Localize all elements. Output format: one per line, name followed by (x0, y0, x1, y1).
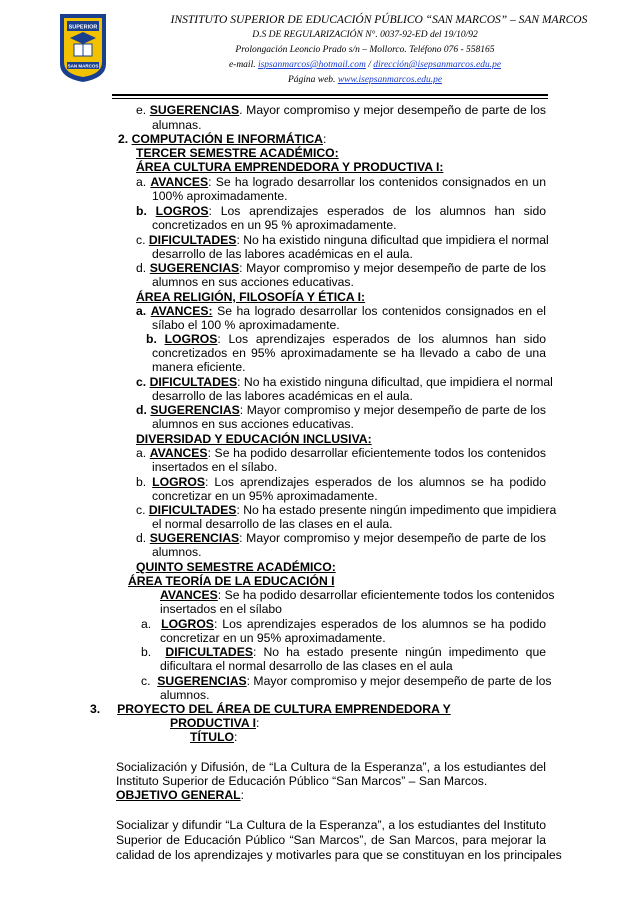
list-item-cont: alumnos en sus acciones educativas. (152, 275, 354, 289)
list-item: c. DIFICULTADES: No ha estado presente ningún impedimento que impidiera (136, 503, 557, 517)
list-item: a. AVANCES: Se ha logrado desarrollar los contenidos consignados en el (136, 304, 546, 318)
website-line (0, 75, 638, 85)
svg-text:SAN MARCOS: SAN MARCOS (67, 63, 99, 69)
list-item-cont: concretizar en un 95% aproximadamente. (152, 489, 378, 503)
title-label: TÍTULO: (190, 730, 238, 744)
address-phone: Prolongación Leoncio Prado s/n – Mollorco. Teléfono 076 - 558165 (235, 45, 495, 55)
list-item-cont: concretizados en un 95 % aproximadamente. (152, 218, 397, 232)
section-heading: 3. PROYECTO DEL ÁREA DE CULTURA EMPRENDEDORA Y (90, 702, 451, 716)
list-item: b. LOGROS: Los aprendizajes esperados de los alumnos se ha podido (136, 475, 547, 489)
list-item: c. DIFICULTADES: No ha existido ninguna dificultad que impidiera el normal (136, 233, 549, 247)
paragraph-line: Socialización y Difusión, de “La Cultura de la Esperanza”, a los estudiantes del (116, 760, 546, 774)
subsection-heading: QUINTO SEMESTRE ACADÉMICO: (136, 560, 336, 574)
list-item: d. SUGERENCIAS: Mayor compromiso y mejor desempeño de parte de los (136, 403, 546, 417)
list-item: d. SUGERENCIAS: Mayor compromiso y mejor desempeño de parte de los (136, 531, 546, 545)
list-item-cont: insertados en el sílabo. (152, 460, 278, 474)
section-heading-cont: PRODUCTIVA I: (170, 716, 260, 730)
email-link-1[interactable]: ispsanmarcos@hotmail.com (257, 60, 366, 70)
list-item: a. AVANCES: Se ha logrado desarrollar los contenidos consignados en un (136, 175, 546, 189)
list-item: b. LOGROS: Los aprendizajes esperados de los alumnos han sido (146, 332, 547, 346)
list-item-cont: manera eficiente. (152, 360, 246, 374)
document-header (0, 0, 638, 100)
website-link[interactable]: www.isepsanmarcos.edu.pe (337, 75, 443, 85)
header-rule-thick (112, 94, 548, 96)
email-prefix: e-mail. (228, 60, 258, 70)
subsection-heading: TERCER SEMESTRE ACADÉMICO: (136, 146, 339, 160)
area-heading: ÁREA CULTURA EMPRENDEDORA Y PRODUCTIVA I: (136, 160, 444, 174)
list-item-cont: concretizar en un 95% aproximadamente. (160, 631, 386, 645)
paragraph-line: Instituto Superior de Educación Público “San Marcos” – San Marcos. (116, 774, 488, 788)
list-item-cont: alumnos en sus acciones educativas. (152, 417, 354, 431)
list-item-cont: concretizados en 95% aproximadamente se ha llevado a cabo de una (152, 346, 546, 360)
section-heading: 2. COMPUTACIÓN E INFORMÁTICA: (118, 132, 327, 146)
list-item: e. SUGERENCIAS. Mayor compromiso y mejor desempeño de parte de los (136, 103, 546, 117)
list-item: c. DIFICULTADES: No ha existido ninguna dificultad, que impidiera el normal (136, 375, 553, 389)
email-line (0, 60, 638, 70)
list-item: AVANCES: Se ha podido desarrollar eficientemente todos los contenidos (160, 588, 555, 602)
area-heading: ÁREA TEORÍA DE LA EDUCACIÓN I (128, 574, 335, 588)
header-rule-thin (112, 98, 548, 99)
email-separator: / (365, 60, 374, 70)
institute-name: INSTITUTO SUPERIOR DE EDUCACIÓN PÚBLICO “SAN MARCOS” – SAN MARCOS (170, 14, 588, 26)
list-item: a. LOGROS: Los aprendizajes esperados de los alumnos se ha podido (141, 617, 546, 631)
list-item-cont: desarrollo de las labores académicas en el aula. (152, 389, 413, 403)
list-item-cont: alumnos. (152, 545, 202, 559)
list-item-cont: alumnas. (152, 118, 202, 132)
list-item: b. LOGROS: Los aprendizajes esperados de los alumnos han sido (136, 204, 546, 218)
list-item: a. AVANCES: Se ha podido desarrollar eficientemente todos los contenidos (136, 446, 546, 460)
list-item-cont: el normal desarrollo de las clases en el aula. (152, 517, 393, 531)
svg-text:SUPERIOR: SUPERIOR (68, 24, 98, 31)
email-link-2[interactable]: dirección@isepsanmarcos.edu.pe (373, 60, 502, 70)
list-item-cont: insertados en el sílabo (160, 602, 282, 616)
list-item-cont: 100% aproximadamente. (152, 189, 288, 203)
paragraph-line: Socializar y difundir “La Cultura de la Esperanza”, a los estudiantes del Instituto (116, 818, 546, 832)
list-item: b. DIFICULTADES: No ha estado presente ningún impedimento que (141, 645, 547, 659)
objective-heading: OBJETIVO GENERAL: (116, 788, 244, 802)
list-item: c. SUGERENCIAS: Mayor compromiso y mejor desempeño de parte de los (141, 674, 552, 688)
list-item-cont: dificultara el normal desarrollo de las clases en el aula (160, 659, 453, 673)
list-item: d. SUGERENCIAS: Mayor compromiso y mejor desempeño de parte de los (136, 261, 546, 275)
list-item-cont: alumnos. (160, 688, 210, 702)
area-heading: ÁREA RELIGIÓN, FILOSOFÍA Y ÉTICA I: (136, 290, 366, 304)
list-item-cont: desarrollo de las labores académicas en el aula. (152, 247, 413, 261)
area-heading: DIVERSIDAD Y EDUCACIÓN INCLUSIVA: (136, 432, 372, 446)
paragraph-line: Superior de Educación Público “San Marcos”, de San Marcos, para mejorar la (116, 833, 546, 847)
list-item-cont: sílabo el 100 % aproximadamente. (152, 318, 340, 332)
paragraph-line: calidad de los aprendizajes y motivarles para que se constituyan en los principales (116, 848, 562, 862)
website-prefix: Página web. (287, 75, 338, 85)
regularization-decree: D.S DE REGULARIZACIÓN N°. 0037-92-ED del 19/10/92 (252, 30, 478, 40)
